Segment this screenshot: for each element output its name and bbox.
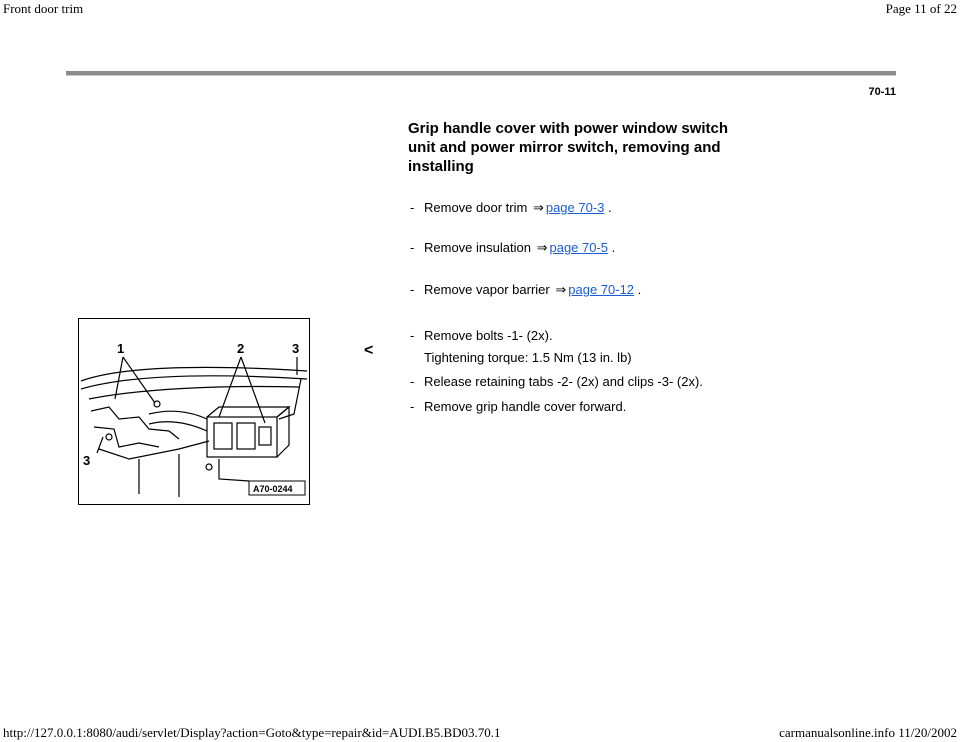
torque-note: Tightening torque: 1.5 Nm (13 in. lb) bbox=[424, 350, 632, 365]
figure-grip-handle bbox=[78, 318, 310, 505]
page-link[interactable]: page 70-5 bbox=[549, 240, 609, 255]
footer-url[interactable]: http://127.0.0.1:8080/audi/servlet/Display?action=Goto&type=repair&id=AUDI.B5.BD03.70.1 bbox=[3, 725, 501, 740]
step-release-tabs: - Release retaining tabs -2- (2x) and clips -3- (2x). bbox=[410, 374, 703, 389]
document-title: Front door trim bbox=[3, 1, 84, 16]
step-text: Remove door trim bbox=[424, 200, 528, 215]
figure-code: A70-0244 bbox=[253, 484, 293, 494]
footer-date: 11/20/2002 bbox=[898, 725, 957, 740]
callout-1: 1 bbox=[117, 341, 125, 356]
figure-pointer-icon: < bbox=[364, 342, 374, 359]
prep-step-2: - Remove insulation ⇒ page 70-5 . bbox=[410, 240, 616, 255]
section-title: Grip handle cover with power window switch unit and power mirror switch, removing and installing bbox=[408, 120, 729, 175]
arrow-right-icon: ⇒ bbox=[532, 200, 544, 215]
page-link[interactable]: page 70-12 bbox=[568, 282, 635, 297]
step-text: Remove grip handle cover forward. bbox=[424, 399, 627, 414]
footer-right bbox=[779, 725, 957, 741]
step-remove-bolts: - Remove bolts -1- (2x). bbox=[410, 328, 553, 343]
callout-2: 2 bbox=[237, 341, 245, 356]
footer-watermark: carmanualsonline.info bbox=[779, 725, 895, 740]
step-remove-cover: - Remove grip handle cover forward. bbox=[410, 399, 627, 414]
prep-step-3: - Remove vapor barrier ⇒ page 70-12 . bbox=[410, 282, 642, 297]
page-indicator: Page 11 of 22 bbox=[885, 1, 957, 16]
step-text: Release retaining tabs -2- (2x) and clips -3- (2x). bbox=[424, 374, 703, 389]
page-number: 70-11 bbox=[868, 86, 896, 98]
step-text: Remove bolts -1- (2x). bbox=[424, 328, 553, 343]
prep-step-1: - Remove door trim ⇒ page 70-3 . bbox=[410, 200, 612, 215]
grip-handle-illustration bbox=[79, 319, 309, 504]
arrow-right-icon: ⇒ bbox=[555, 282, 567, 297]
arrow-right-icon: ⇒ bbox=[536, 240, 548, 255]
page-link[interactable]: page 70-3 bbox=[545, 200, 605, 215]
header-rule bbox=[66, 71, 896, 76]
step-text: Remove vapor barrier bbox=[424, 282, 550, 297]
callout-3: 3 bbox=[292, 341, 300, 356]
callout-3b: 3 bbox=[83, 453, 91, 468]
step-text: Remove insulation bbox=[424, 240, 531, 255]
